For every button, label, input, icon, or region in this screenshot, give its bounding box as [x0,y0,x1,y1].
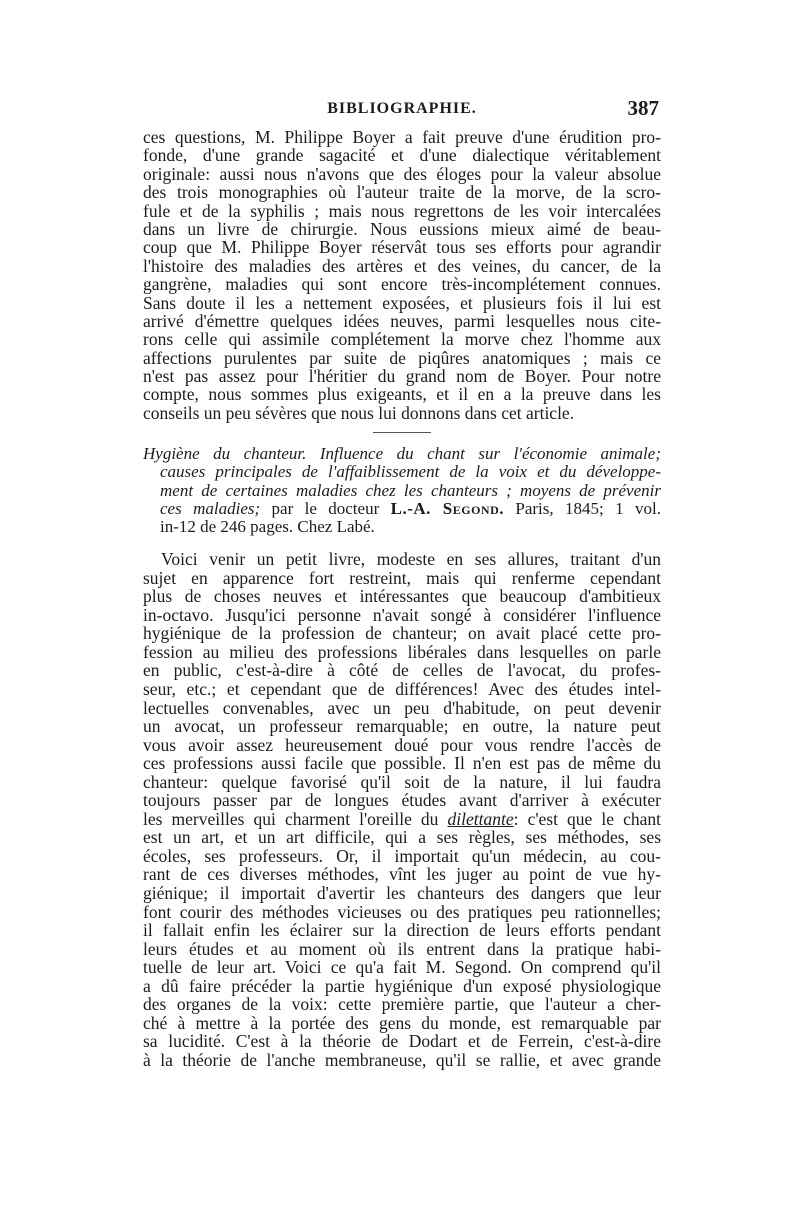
text-line: font courir des méthodes vicieuses ou des pratiques peu rationnelles; [143,901,661,922]
text-line: chanteur: quelque favorisé qu'il soit de la nature, il lui faudra [143,771,661,792]
text-line: fule et de la syphilis ; mais nous regrettons de les voir intercalées [143,200,661,221]
text-line: seur, etc.; et cependant que de différences! Avec des études intel- [143,679,661,700]
text-line [143,810,661,829]
review-title-line: causes principales de l'affaiblissement de la voix et du développe- [160,462,661,482]
text-line: des organes de la voix: cette première partie, que l'auteur a cher- [143,994,661,1015]
text-line: ces professions aussi facile que possible. Il n'en est pas de même du [143,753,661,774]
text-line: n'est pas assez pour l'héritier du grand nom de Boyer. Pour notre [143,366,661,387]
review-body [143,550,661,1069]
text-line: tuelle de leur art. Voici ce qu'a fait M. Segond. On comprend qu'il [143,957,661,978]
text-line: ces questions, M. Philippe Boyer a fait preuve d'une érudition pro- [143,127,661,147]
text-line: Voici venir un petit livre, modeste en ses allures, traitant d'un [161,549,661,570]
text-line: fession au milieu des professions libérales dans lesquelles on parle [143,641,661,662]
text-line: hygiénique de la profession de chanteur; on avait placé cette pro- [143,623,661,644]
text-line: affections purulentes par suite de piqûres anatomiques ; mais ce [143,347,661,368]
review-title-line [143,500,661,518]
text-fragment: les merveilles qui charment l'oreille du [143,808,448,829]
text-line: dans un livre de chirurgie. Nous eussions mieux aimé de beau- [143,218,661,239]
review-heading [143,445,661,536]
text-line: est un art, et un art difficile, qui a ses règles, ses méthodes, ses [143,827,661,848]
text-line: des trois monographies où l'auteur traite de la morve, de la scro- [143,182,661,203]
text-line: ché à mettre à la portée des gens du monde, est remarquable par [143,1012,661,1033]
text-line: sa lucidité. C'est à la théorie de Dodart et de Ferrein, c'est-à-dire [143,1031,661,1052]
dilettante-word: dilettante [447,808,514,829]
text-fragment: : c'est que le chant [513,808,661,829]
text-line: originale: aussi nous n'avons que des éloges pour la valeur absolue [143,163,661,184]
review-author: L.-A. Segond. [390,498,504,518]
text-line: Sans doute il les a nettement exposées, et plusieurs fois il lui est [143,292,661,313]
text-line: plus de choses neuves et intéressantes que beaucoup d'ambitieux [143,586,661,607]
book-page [143,98,661,1070]
text-line: conseils un peu sévères que nous lui donnons dans cet article. [143,402,575,423]
text-line: leurs études et au moment où ils entrent dans la pratique habi- [143,938,661,959]
text-line: lectuelles convenables, avec un peu d'habitude, on peut devenir [143,697,661,718]
review-title-end: ces maladies; [160,498,261,518]
text-line: écoles, ses professeurs. Or, il importait qu'un médecin, au cou- [143,845,661,866]
text-line: sujet en apparence fort restreint, mais qui renferme cependant [143,567,661,588]
text-line: il fallait enfin les éclairer sur la direction de leurs efforts pendant [143,920,661,941]
review-by: par le docteur [260,498,391,518]
text-line: compte, nous sommes plus exigeants, et il en a la preuve dans les [143,384,661,405]
text-line: coup que M. Philippe Boyer réservât tous ses efforts pour agrandir [143,237,661,258]
spacer [143,536,661,550]
text-line: vous avoir assez heureusement doué pour vous rendre l'accès de [143,734,661,755]
text-line: toujours passer par de longues études avant d'arriver à exécuter [143,790,661,811]
text-line: en public, c'est-à-dire à côté de celles de l'avocat, du profes- [143,660,661,681]
review-title-line: ment de certaines maladies chez les chanteurs ; moyens de prévenir [160,480,661,500]
text-line: giénique; il importait d'avertir les chanteurs des dangers que leur [143,883,661,904]
text-line: rons celle qui assimile complétement la morve chez l'homme aux [143,329,661,350]
text-line: in-octavo. Jusqu'ici personne n'avait songé à considérer l'influence [143,604,661,625]
text-line: a dû faire précéder la partie hygiénique d'un exposé physiologique [143,975,661,996]
section-separator [373,432,431,433]
text-line: un avocat, un professeur remarquable; en outre, la nature peut [143,716,661,737]
review-format: in-12 de 246 pages. Chez Labé. [160,517,375,536]
running-title: BIBLIOGRAPHIE. [327,100,477,117]
page-header [143,98,661,128]
text-line: l'histoire des maladies des artères et des veines, du cancer, de la [143,255,661,276]
text-line: arrivé d'émettre quelques idées neuves, parmi lesquelles nous cite- [143,310,661,331]
text-line: fonde, d'une grande sagacité et d'une dialectique véritablement [143,145,661,166]
review-title-line: Hygiène du chanteur. Influence du chant sur l'économie animale; [143,444,661,464]
text-line: à la théorie de l'anche membraneuse, qu'il se rallie, et avec grande [143,1049,661,1070]
page-number: 387 [627,96,659,120]
text-line: gangrène, maladies qui sont encore très-incomplétement connues. [143,274,661,295]
review-place-date: Paris, 1845; 1 vol. [504,498,661,518]
text-line: rant de ces diverses méthodes, vînt les juger au point de vue hy- [143,864,661,885]
paragraph-continued [143,128,661,422]
